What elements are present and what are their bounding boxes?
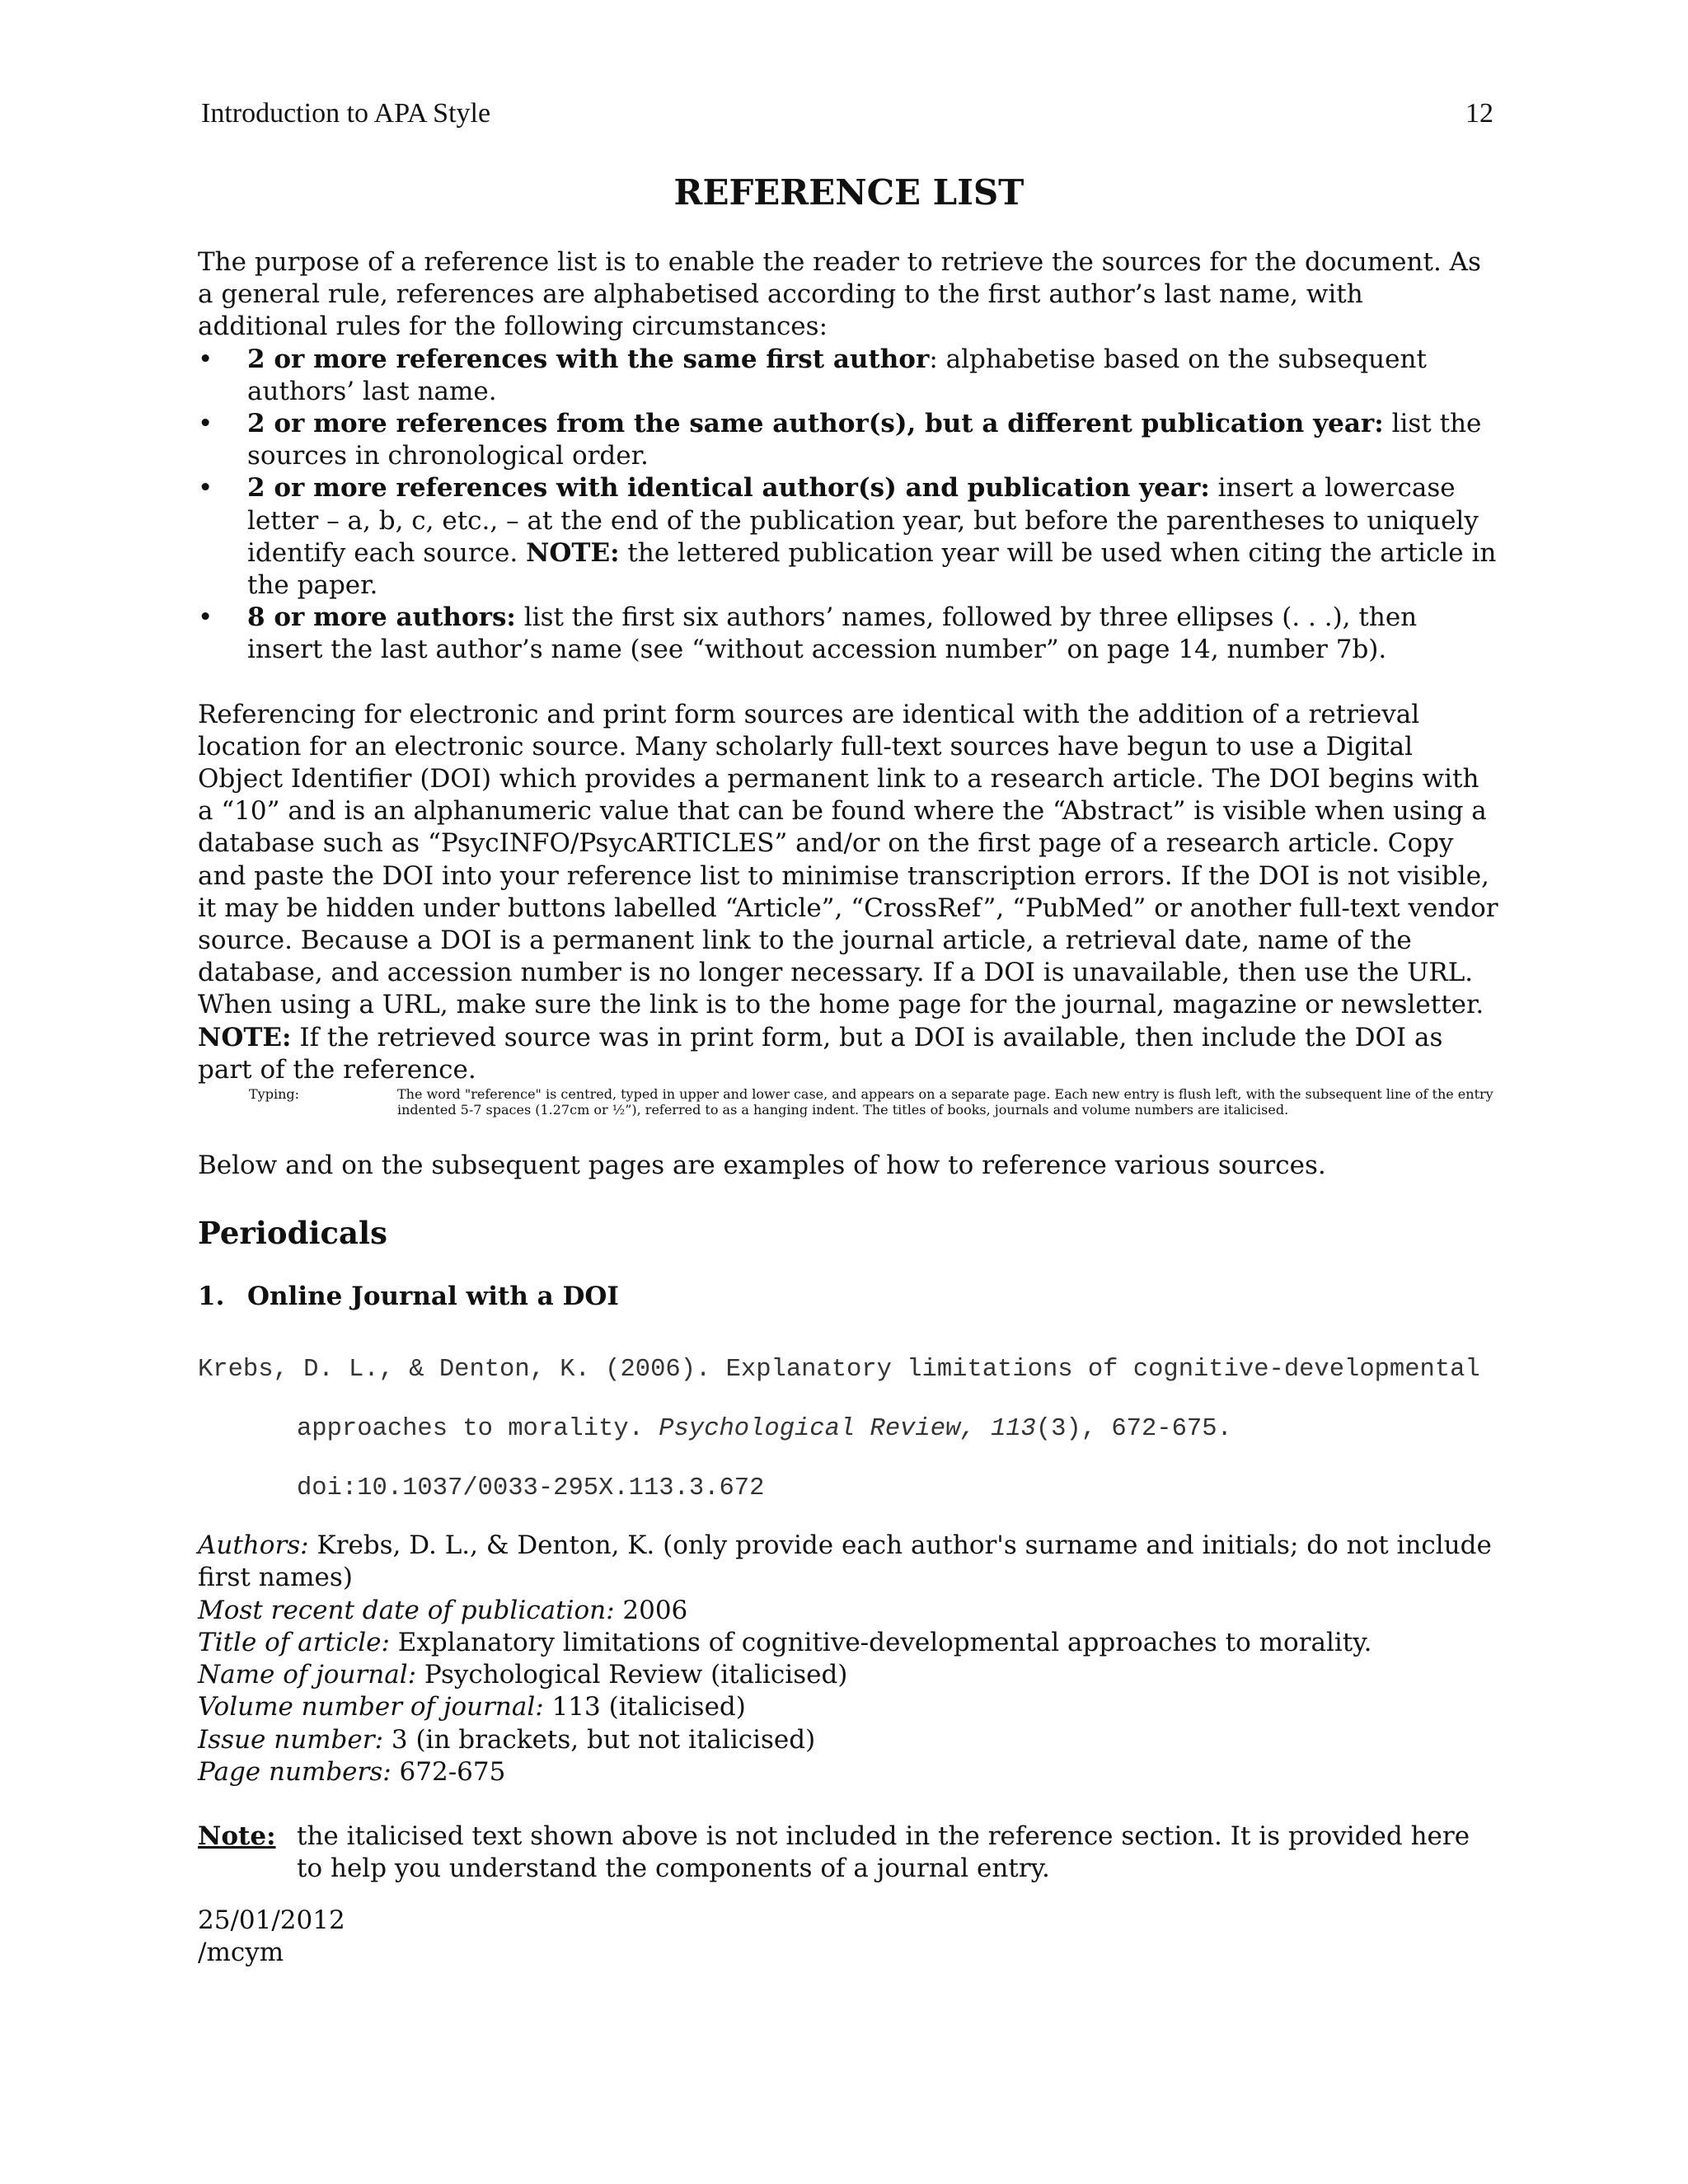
intro-paragraph: The purpose of a reference list is to enable the reader to retrieve the sources for the document. As a general rule, references are alphabetised according to the first author’s last name, with additional rules for the following circumstances:	[198, 247, 1481, 342]
note-block	[198, 1821, 1500, 1885]
note-label: Note	[198, 1821, 267, 1851]
example-title: Online Journal with a DOI	[247, 1282, 619, 1312]
component-label: Name of journal:	[198, 1660, 417, 1690]
page-content	[198, 169, 1500, 1969]
rule-text: : alphabetise based on the subsequent authors’ last name.	[247, 344, 1427, 406]
electronic-text: Referencing for electronic and print form sources are identical with the addition of a retrieval location for an electronic source. Many scholarly full-text sources have begun to use a Digital Object Identifier (DOI) which provides a permanent link to a research article. The DOI begins with a “10” and is an alphanumeric value that can be found where the “Abstract” is visible when using a database such as “PsycINFO/PsycARTICLES” and/or on the first page of a research article. Copy and paste the DOI into your reference list to minimise transcription errors. If the DOI is not visible, it may be hidden under buttons labelled “Article”, “CrossRef”, “PubMed” or another full-text vendor source. Because a DOI is a permanent link to the journal article, a retrieval date, name of the database, and accession number is no longer necessary. If a DOI is unavailable, then use the URL. When using a URL, make sure the link is to the home page for the journal, magazine or newsletter.	[198, 699, 1498, 1020]
component-value: 672-675	[391, 1756, 506, 1787]
component-label: Authors:	[198, 1530, 309, 1561]
electronic-note-label: NOTE:	[198, 1022, 292, 1052]
bullet-icon: •	[198, 409, 213, 439]
component-value: Krebs, D. L., & Denton, K. (only provide each author's surname and initials; do not include first names)	[198, 1530, 1492, 1593]
rule-text: list the sources in chronological order.	[247, 409, 1482, 471]
example-heading	[198, 1280, 1500, 1313]
rule-bold: 2 or more references with the same first author	[247, 344, 930, 374]
electronic-sources-paragraph	[198, 699, 1500, 1086]
rule-note-label: NOTE:	[526, 537, 620, 568]
footer-date: 25/01/2012	[198, 1905, 345, 1936]
component-value: 3 (in brackets, but not italicised)	[383, 1724, 816, 1755]
bullet-icon: •	[198, 344, 213, 374]
page-number: 12	[1465, 98, 1493, 129]
rule-item	[198, 602, 1500, 666]
note-colon: :	[266, 1821, 276, 1851]
note-label-wrap	[198, 1821, 297, 1885]
rule-item	[198, 472, 1500, 602]
typing-text: The word "reference" is centred, typed in upper and lower case, and appears on a separate page. Each new entry is flush left, with the subsequent line of the entry indented 5-7 spaces (1.27cm or ½”), referred to as a hanging indent. The titles of books, journals and volume numbers are italicised.	[397, 1086, 1493, 1118]
typing-instructions	[198, 1086, 1500, 1118]
document-footer	[198, 1905, 1500, 1969]
rule-text: list the first six authors’ names, followed by three ellipses (. . .), then insert the last author’s name (see “without accession number” on page 14, number 7b).	[247, 602, 1418, 665]
component-line	[198, 1530, 1500, 1594]
rule-bold: 2 or more references from the same author(s), but a different publication year:	[247, 409, 1384, 439]
page-title: REFERENCE LIST	[673, 172, 1025, 213]
component-label: Volume number of journal:	[198, 1692, 544, 1722]
rule-bold: 2 or more references with identical author(s) and publication year:	[247, 473, 1210, 504]
running-title: Introduction to APA Style	[201, 98, 491, 129]
component-value: Explanatory limitations of cognitive-developmental approaches to morality.	[389, 1627, 1372, 1657]
component-label: Issue number:	[198, 1724, 384, 1755]
component-line	[198, 1756, 1500, 1788]
electronic-note-text: If the retrieved source was in print form, but a DOI is available, then include the DOI as part of the reference.	[198, 1022, 1443, 1085]
rule-item	[198, 408, 1500, 472]
rule-bold: 8 or more authors:	[247, 602, 516, 633]
section-heading-periodicals: Periodicals	[198, 1215, 387, 1252]
reference-part1: Krebs, D. L., & Denton, K. (2006). Explanatory limitations of cognitive-developmental approaches to morality.	[198, 1356, 1480, 1444]
component-value: 113 (italicised)	[543, 1692, 746, 1722]
component-value: 2006	[614, 1595, 688, 1625]
typing-label: Typing:	[249, 1086, 300, 1103]
reference-part2: (3), 672-675. doi:10.1037/0033-295X.113.3.672	[297, 1415, 1232, 1503]
component-label: Title of article:	[198, 1627, 390, 1657]
component-label: Most recent date of publication:	[198, 1595, 615, 1625]
component-line	[198, 1659, 1500, 1691]
component-line	[198, 1724, 1500, 1756]
rule-text: insert a lowercase letter – a, b, c, etc., – at the end of the publication year, but before the parentheses to uniquely identify each source.	[247, 473, 1479, 568]
bullet-icon: •	[198, 602, 213, 633]
component-line	[198, 1595, 1500, 1627]
component-value: Psychological Review (italicised)	[416, 1660, 848, 1690]
example-number: 1.	[198, 1282, 225, 1312]
component-line	[198, 1627, 1500, 1659]
bullet-icon: •	[198, 473, 213, 504]
note-text: the italicised text shown above is not included in the reference section. It is provided here to help you understand the components of a journal entry.	[297, 1821, 1470, 1884]
component-label: Page numbers:	[198, 1756, 392, 1787]
reference-components	[198, 1530, 1500, 1788]
examples-intro: Below and on the subsequent pages are examples of how to reference various sources.	[198, 1151, 1326, 1181]
rule-note-text: the lettered publication year will be used when citing the article in the paper.	[247, 537, 1497, 601]
rule-item	[198, 344, 1500, 408]
footer-author: /mcym	[198, 1938, 284, 1968]
running-header	[201, 97, 1493, 130]
reference-entry	[198, 1340, 1500, 1518]
reference-journal: Psychological Review, 113	[659, 1415, 1036, 1444]
alphabetising-rules-list	[198, 344, 1500, 667]
component-line	[198, 1691, 1500, 1723]
